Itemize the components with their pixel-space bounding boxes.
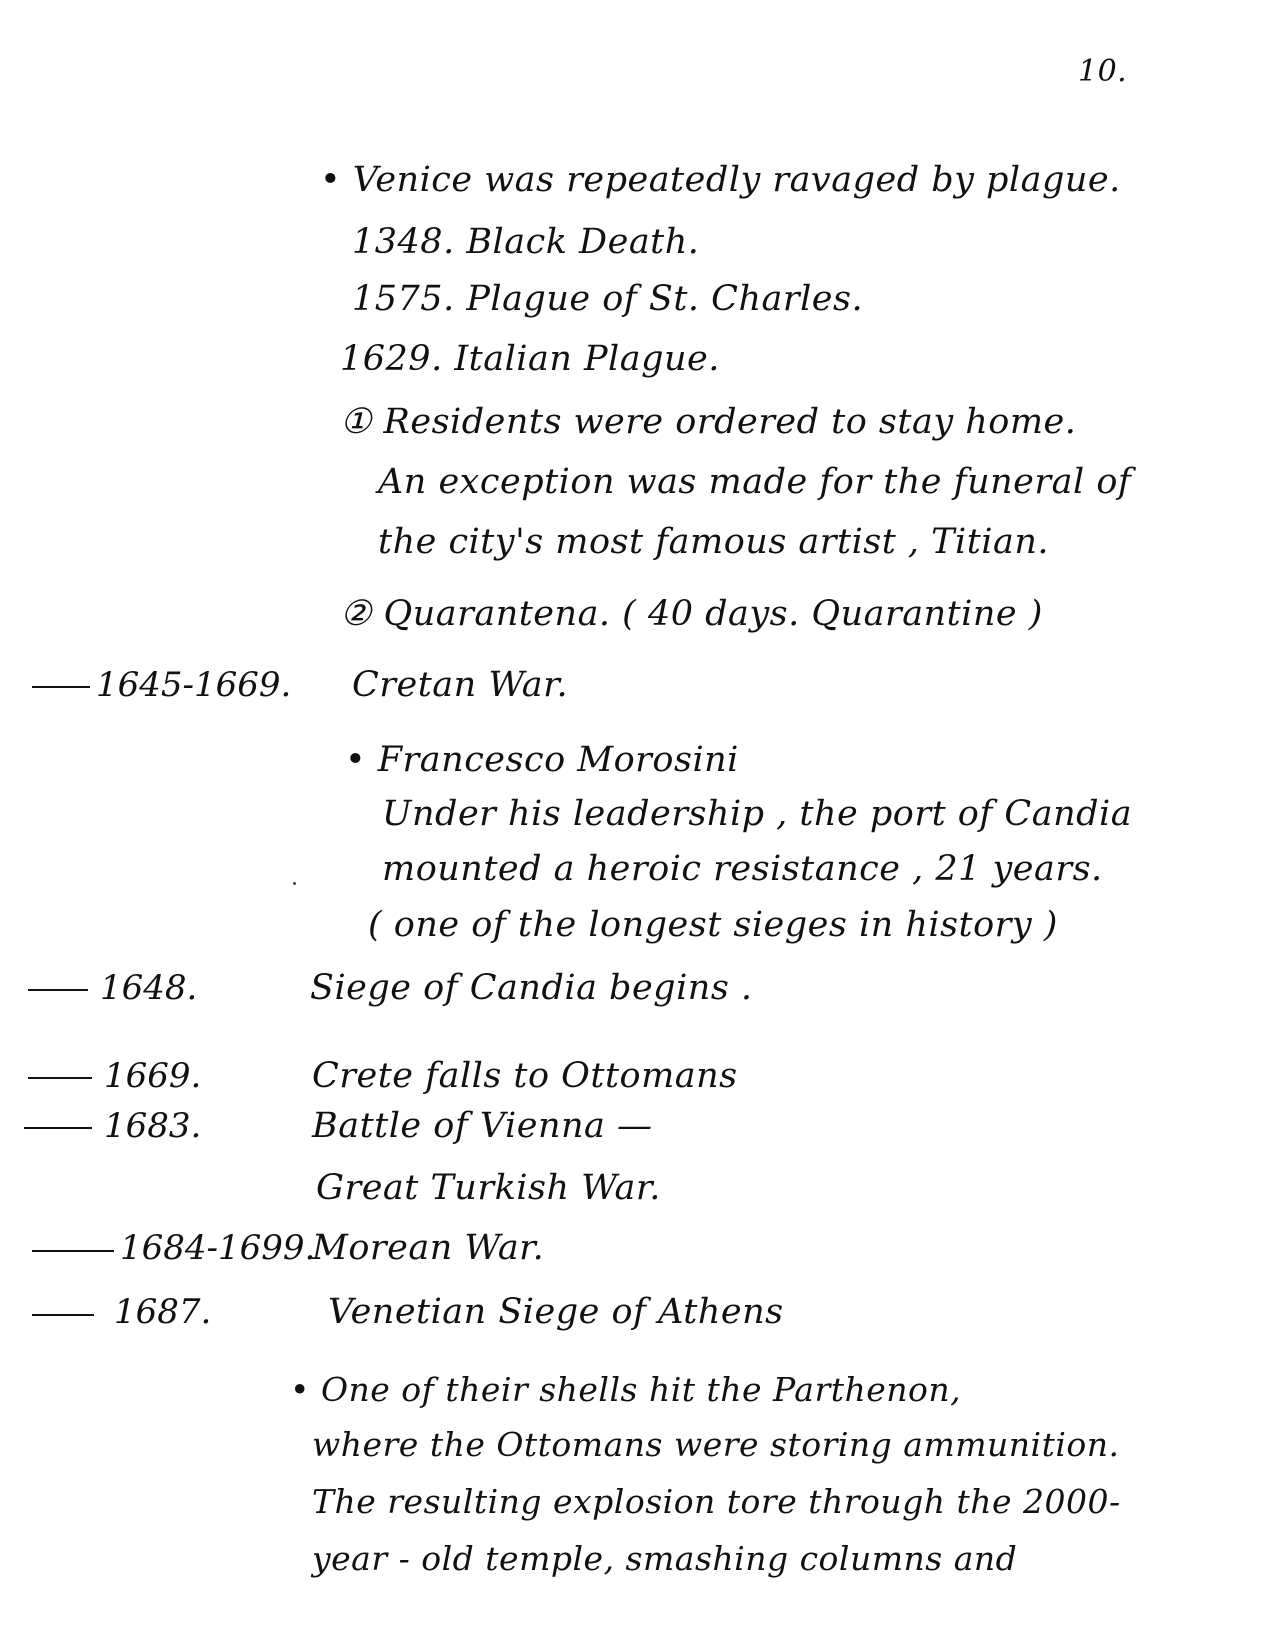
parthenon-line-3: The resulting explosion tore through the 2000- — [312, 1482, 1121, 1521]
page-number: 10. — [1078, 54, 1128, 89]
timeline-date-1648: 1648. — [100, 968, 198, 1008]
timeline-date-1687: 1687. — [114, 1292, 212, 1332]
plague-bullet: • Venice was repeatedly ravaged by plague. — [320, 160, 1121, 200]
timeline-tick — [32, 686, 90, 688]
timeline-event-great-turkish-war: Great Turkish War. — [316, 1168, 661, 1208]
parthenon-line-2: where the Ottomans were storing ammunition. — [312, 1425, 1120, 1464]
timeline-tick — [32, 1314, 94, 1316]
timeline-tick — [28, 989, 88, 991]
timeline-event-morean-war: Morean War. — [312, 1228, 545, 1268]
note-2: ② Quarantena. ( 40 days. Quarantine ) — [340, 594, 1043, 634]
scan-speck — [293, 882, 296, 885]
timeline-tick — [28, 1077, 92, 1079]
timeline-event-cretan-war: Cretan War. — [352, 665, 569, 705]
parthenon-line-1: • One of their shells hit the Parthenon, — [290, 1370, 962, 1409]
morosini-line-2: Under his leadership , the port of Candia — [382, 794, 1133, 834]
timeline-tick — [32, 1250, 114, 1252]
timeline-date-1645: 1645-1669. — [96, 665, 292, 705]
note-1-line-2: An exception was made for the funeral of — [378, 462, 1132, 502]
parthenon-line-4: year - old temple, smashing columns and — [312, 1539, 1018, 1578]
plague-event-1629: 1629. Italian Plague. — [340, 339, 720, 379]
plague-event-1348: 1348. Black Death. — [352, 222, 700, 262]
timeline-event-battle-vienna: Battle of Vienna — — [312, 1106, 653, 1146]
timeline-event-siege-candia: Siege of Candia begins . — [310, 968, 753, 1008]
morosini-line-3: mounted a heroic resistance , 21 years. — [382, 849, 1103, 889]
morosini-line-1: • Francesco Morosini — [345, 740, 739, 780]
morosini-line-4: ( one of the longest sieges in history ) — [368, 905, 1058, 945]
plague-event-1575: 1575. Plague of St. Charles. — [352, 279, 864, 319]
timeline-tick — [24, 1127, 92, 1129]
timeline-date-1669: 1669. — [104, 1056, 202, 1096]
timeline-date-1683: 1683. — [104, 1106, 202, 1146]
note-1-line-1: ① Residents were ordered to stay home. — [340, 402, 1077, 442]
timeline-event-crete-falls: Crete falls to Ottomans — [312, 1056, 738, 1096]
timeline-event-siege-athens: Venetian Siege of Athens — [328, 1292, 784, 1332]
timeline-date-1684: 1684-1699. — [120, 1228, 316, 1268]
note-1-line-3: the city's most famous artist , Titian. — [378, 522, 1049, 562]
